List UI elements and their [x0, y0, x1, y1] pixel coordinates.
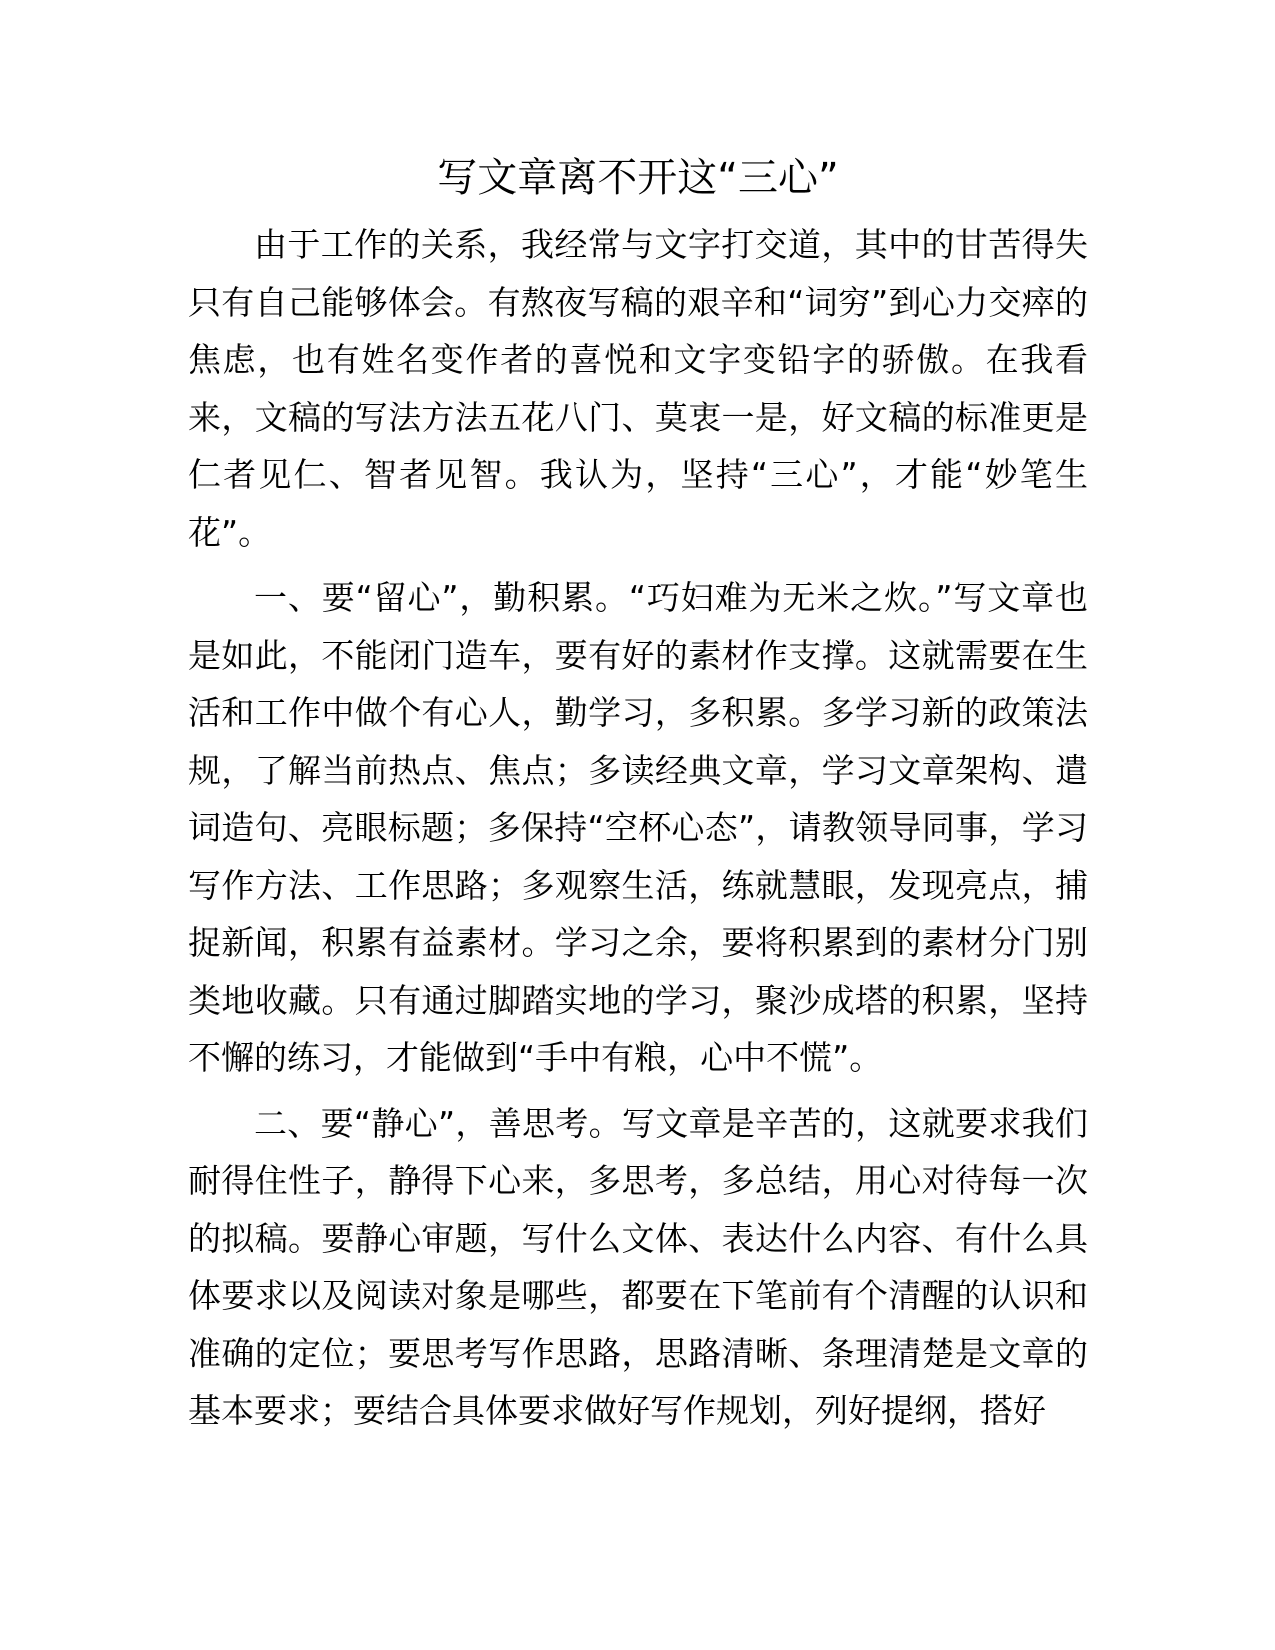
paragraph-section-two: 二、要“静心”，善思考。写文章是辛苦的，这就要求我们耐得住性子，静得下心来，多思考，多总结，用心对待每一次的拟稿。要静心审题，写什么文体、表达什么内容、有什么具体要求以及阅读对象是哪些，都要在下笔前有个清醒的认识和准确的定位；要思考写作思路，思路清晰、条理清楚是文章的基本要求；要结合具体要求做好写作规划，列好提纲，搭好 [188, 1103, 1088, 1430]
document-title: 写文章离不开这“三心” [437, 155, 839, 201]
document-body [188, 146, 1088, 1448]
paragraph-intro: 由于工作的关系，我经常与文字打交道，其中的甘苦得失只有自己能够体会。有熬夜写稿的艰辛和“词穷”到心力交瘁的焦虑，也有姓名变作者的喜悦和文字变铅字的骄傲。在我看来，文稿的写法方法五花八门、莫衷一是，好文稿的标准更是仁者见仁、智者见智。我认为，坚持“三心”，才能“妙笔生花”。 [188, 225, 1088, 552]
paragraph-section-one: 一、要“留心”，勤积累。“巧妇难为无米之炊。”写文章也是如此，不能闭门造车，要有好的素材作支撑。这就需要在生活和工作中做个有心人，勤学习，多积累。多学习新的政策法规，了解当前热点、焦点；多读经典文章，学习文章架构、遣词造句、亮眼标题；多保持“空杯心态”，请教领导同事，学习写作方法、工作思路；多观察生活，练就慧眼，发现亮点，捕捉新闻，积累有益素材。学习之余，要将积累到的素材分门别类地收藏。只有通过脚踏实地的学习，聚沙成塔的积累，坚持不懈的练习，才能做到“手中有粮，心中不慌”。 [188, 578, 1088, 1077]
